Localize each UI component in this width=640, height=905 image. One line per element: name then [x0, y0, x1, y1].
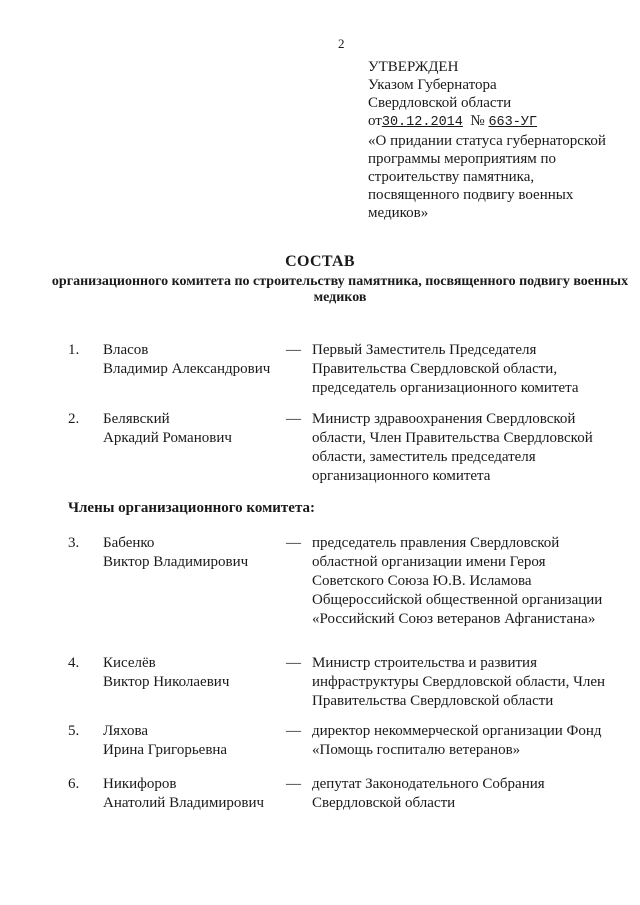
member-role: председатель правления Свердловской областной организации имени Героя Советского Союза Ю.В. Исламова Общероссийской общественной организации «Российский Союз ветеранов Афганистана» — [312, 535, 603, 627]
members-heading: Члены организационного комитета: — [68, 500, 316, 516]
member-number: 6. — [68, 776, 80, 792]
decree-date: 30.12.2014 — [381, 115, 463, 130]
member-surname: Власов — [103, 342, 149, 358]
document-title: СОСТАВ — [285, 253, 355, 270]
member-name — [103, 654, 288, 692]
member-given-names: Ирина Григорьевна — [103, 742, 228, 758]
separator-dash: — — [286, 535, 301, 551]
member-number: 2. — [68, 411, 80, 427]
member-name — [103, 410, 288, 448]
member-given-names: Виктор Николаевич — [103, 674, 230, 690]
page-number: 2 — [338, 36, 345, 51]
approval-block — [368, 58, 628, 222]
member-number: 3. — [68, 535, 80, 551]
number-prefix: № — [470, 113, 485, 129]
member-surname: Бабенко — [103, 535, 155, 551]
member-number: 4. — [68, 655, 80, 671]
member-surname: Ляхова — [103, 723, 149, 739]
approval-date-line — [368, 112, 628, 132]
member-surname: Белявский — [103, 411, 170, 427]
member-name — [103, 341, 288, 379]
separator-dash: — — [286, 342, 301, 358]
separator-dash: — — [286, 776, 301, 792]
decree-title: «О придании статуса губернаторской программы мероприятиям по строительству памятника, посвященного подвигу военных медиков» — [368, 133, 606, 221]
separator-dash: — — [286, 723, 301, 739]
member-number: 1. — [68, 342, 80, 358]
separator-dash: — — [286, 655, 301, 671]
member-given-names: Анатолий Владимирович — [103, 795, 265, 811]
member-role: Министр строительства и развития инфраструктуры Свердловской области, Член Правительства Свердловской области — [312, 655, 605, 709]
member-name — [103, 722, 288, 760]
member-role: Первый Заместитель Председателя Правительства Свердловской области, председатель организационного комитета — [312, 342, 579, 396]
document-subtitle: организационного комитета по строительству памятника, посвященного подвигу военных медиков — [51, 274, 629, 305]
member-name — [103, 534, 288, 572]
member-given-names: Виктор Владимирович — [103, 554, 249, 570]
member-role: директор некоммерческой организации Фонд «Помощь госпиталю ветеранов» — [312, 723, 602, 758]
member-role: Министр здравоохранения Свердловской области, Член Правительства Свердловской области, заместитель председателя организационного комитета — [312, 411, 593, 484]
approval-title: УТВЕРЖДЕН — [368, 59, 459, 75]
member-role: депутат Законодательного Собрания Свердловской области — [312, 776, 545, 811]
decree-number: 663-УГ — [488, 115, 538, 130]
separator-dash: — — [286, 411, 301, 427]
approval-by-line-1: Указом Губернатора — [368, 77, 497, 93]
approval-by-line-2: Свердловской области — [368, 95, 512, 111]
date-prefix: от — [368, 113, 382, 129]
member-given-names: Аркадий Романович — [103, 430, 232, 446]
member-surname: Киселёв — [103, 655, 156, 671]
member-surname: Никифоров — [103, 776, 177, 792]
member-name — [103, 775, 288, 813]
member-given-names: Владимир Александрович — [103, 361, 271, 377]
member-number: 5. — [68, 723, 80, 739]
